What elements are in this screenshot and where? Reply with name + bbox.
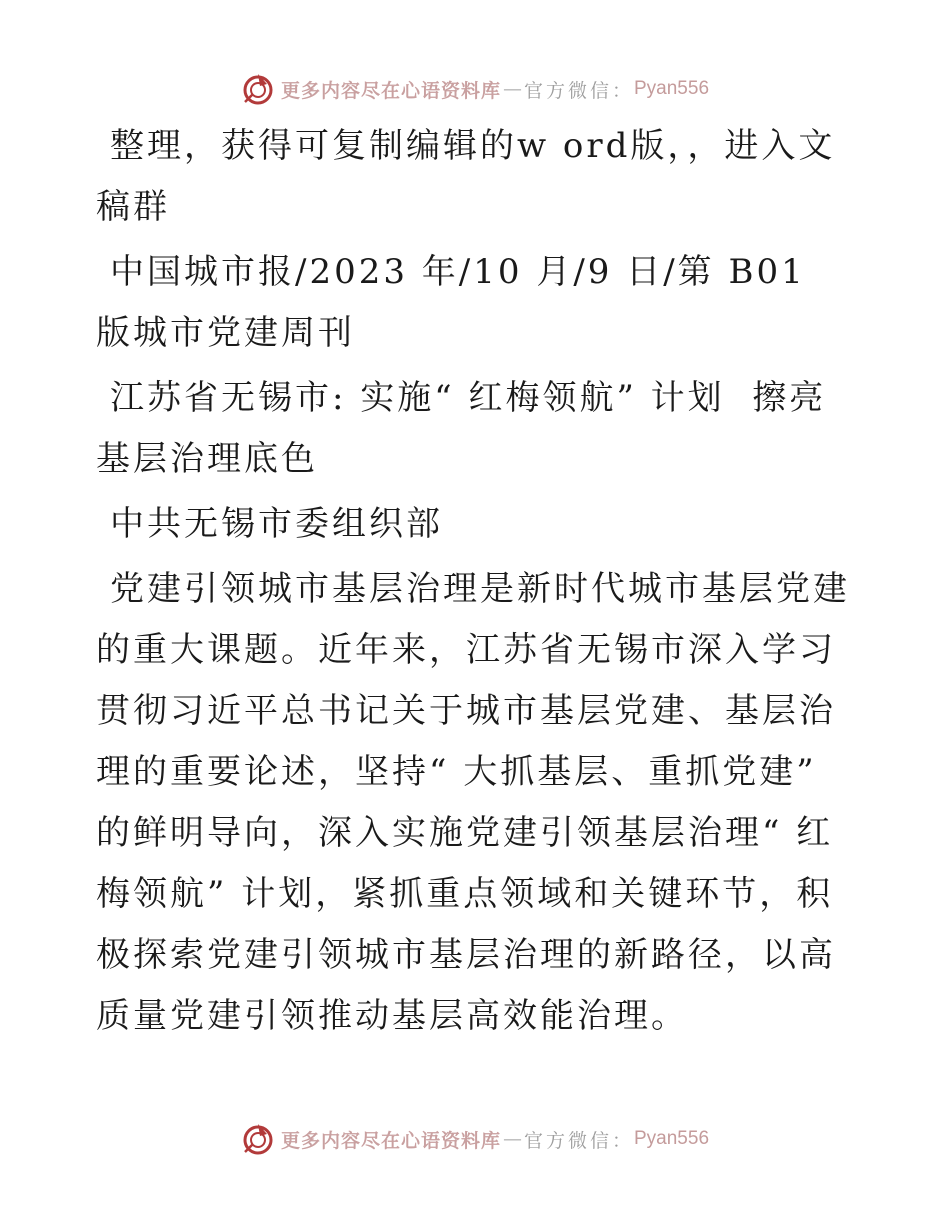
watermark-footer <box>0 1122 950 1156</box>
watermark-main: 更多内容尽在心语资料库 <box>280 79 501 102</box>
watermark-wechat-id: Pyan556 <box>634 78 710 99</box>
pen-nib-circle-icon <box>241 1122 275 1156</box>
paragraph-title: 江苏省无锡市: 实施“ 红梅领航” 计划 擦亮基层治理底色 <box>96 378 827 479</box>
watermark-main: 更多内容尽在心语资料库 <box>280 1129 501 1152</box>
watermark-dash: — <box>502 1128 522 1150</box>
watermark-text <box>281 1126 709 1153</box>
paragraph-intro: 整理，获得可复制编辑的w ord版，，进入文稿群 <box>96 126 836 227</box>
paragraph-body: 党建引领城市基层治理是新时代城市基层党建的重大课题。近年来，江苏省无锡市深入学习贯彻习近平总书记关于城市基层党建、基层治理的重要论述，坚持“ 大抓基层、重抓党建” 的鲜明导向，深入实施党建引领基层治理“ 红梅领航” 计划，紧抓重点领域和关键环节，积极探索党建引领城市基层治理的新路径，以高质量党建引领推动基层高效能治理。 <box>96 569 850 1036</box>
document-body <box>96 116 854 1051</box>
watermark-wechat-id: Pyan556 <box>634 1128 710 1149</box>
paragraph-author: 中共无锡市委组织部 <box>110 504 443 544</box>
watermark-header <box>0 72 950 106</box>
watermark-dash: — <box>502 78 522 100</box>
watermark-text <box>281 76 709 103</box>
watermark-official: 官方微信： <box>523 1129 634 1152</box>
paragraph-source: 中国城市报/2023 年/10 月/9 日/第 B01 版城市党建周刊 <box>96 252 820 353</box>
pen-nib-circle-icon <box>241 72 275 106</box>
watermark-official: 官方微信： <box>523 79 634 102</box>
